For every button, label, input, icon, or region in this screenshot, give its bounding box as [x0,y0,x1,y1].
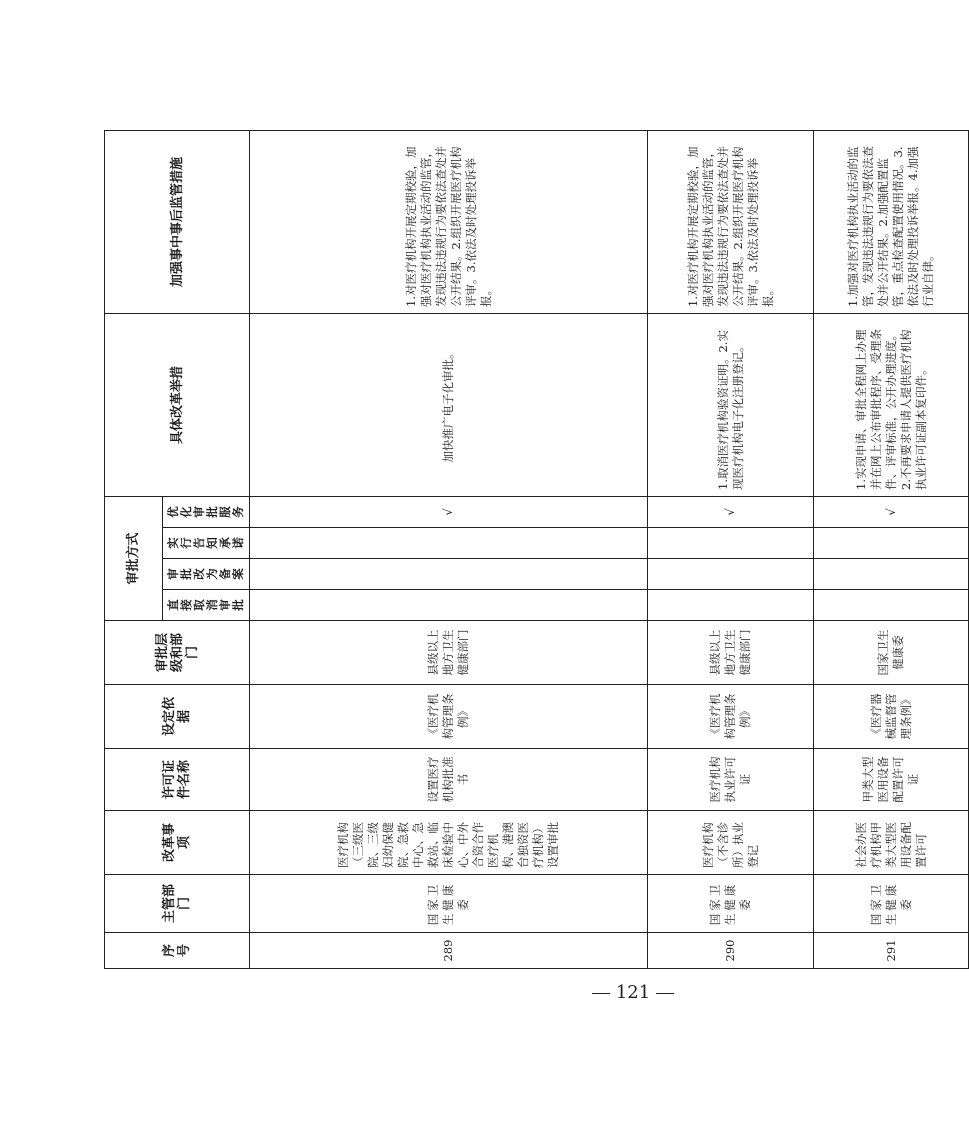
approval-reform-table [104,130,969,969]
cell-dept: 国家卫生健康委 [250,875,648,933]
header-mode-optimize: 优化审批服务 [163,496,250,527]
cell-level: 县级以上地方卫生健康部门 [250,621,648,685]
cell-dept: 国家卫生健康委 [814,875,969,933]
cell-mode-optimize: √ [648,496,814,527]
header-measures: 具体改革举措 [105,313,250,496]
cell-level: 县级以上地方卫生健康部门 [648,621,814,685]
cell-supervision: 1.对医疗机构开展定期校验，加强对医疗机构执业活动的监管，发现违法违规行为要依法查处并公开结果。2.组织开展医疗机构评审。3.依法及时处理投诉举报。 [250,130,648,313]
cell-mode-notify [250,528,648,559]
header-level: 审批层级和部门 [105,621,250,685]
cell-mode-cancel [648,590,814,621]
header-item: 改革事项 [105,811,250,875]
cell-basis: 《医疗器械监督管理条例》 [814,685,969,749]
cell-mode-notify [648,528,814,559]
header-row [105,130,163,968]
table-row-290 [648,130,814,968]
cell-measures: 1.取消医疗机构验资证明。2.实现医疗机构电子化注册登记。 [648,313,814,496]
cell-mode-notify [814,528,969,559]
header-mode-cancel: 直接取消审批 [163,590,250,621]
table-row-289 [250,130,648,968]
cell-license: 甲类大型医用设备配置许可证 [814,749,969,811]
cell-mode-optimize: √ [814,496,969,527]
page-number-dash-right [656,993,674,994]
cell-level: 国家卫生健康委 [814,621,969,685]
cell-mode-cancel [250,590,648,621]
cell-measures: 加快推广电子化审批。 [250,313,648,496]
cell-measures: 1.实现申请、审批全程网上办理并在网上公布审批程序、受理条件、评审标准，公开办理进度。2.不再要求申请人提供医疗机构执业许可证副本复印件。 [814,313,969,496]
cell-supervision: 1.对医疗机构开展定期校验，加强对医疗机构执业活动的监管，发现违法违规行为要依法查处并公开结果。2.组织开展医疗机构评审。3.依法及时处理投诉举报。 [648,130,814,313]
cell-seq: 290 [648,933,814,969]
cell-dept: 国家卫生健康委 [648,875,814,933]
cell-supervision: 1.加强对医疗机构执业活动的监管，发现违法违规行为要依法查处并公开结果。2.加强配置监管，重点检查配置使用情况。3.依法及时处理投诉举报。4.加强行业自律。 [814,130,969,313]
cell-basis: 《医疗机构管理条例》 [648,685,814,749]
table-row-291 [814,130,969,968]
page-number [583,982,683,1003]
cell-mode-optimize: √ [250,496,648,527]
cell-mode-record [250,559,648,590]
cell-item: 社会办医疗机构甲类大型医用设备配置许可 [814,811,969,875]
cell-license: 设置医疗机构批准书 [250,749,648,811]
page-number-text: 121 [615,982,651,1003]
rotated-table-container [104,131,969,969]
cell-seq: 291 [814,933,969,969]
header-seq: 序号 [105,933,250,969]
cell-basis: 《医疗机构管理条例》 [250,685,648,749]
header-basis: 设定依据 [105,685,250,749]
cell-mode-cancel [814,590,969,621]
cell-mode-record [648,559,814,590]
header-dept: 主管部门 [105,875,250,933]
cell-seq: 289 [250,933,648,969]
header-approval-mode: 审批方式 [105,496,163,620]
cell-item: 医疗机构（三级医院、三级妇幼保健院、急救中心、急救站、临床检验中心、中外合资合作医疗机构、港澳台独资医疗机构）设置审批 [250,811,648,875]
cell-item: 医疗机构（不含诊所）执业登记 [648,811,814,875]
page-number-dash-left [592,993,610,994]
header-supervision: 加强事中事后监管措施 [105,130,250,313]
cell-mode-record [814,559,969,590]
header-license: 许可证件名称 [105,749,250,811]
header-mode-record: 审批改为备案 [163,559,250,590]
header-mode-notify: 实行告知承诺 [163,528,250,559]
cell-license: 医疗机构执业许可证 [648,749,814,811]
